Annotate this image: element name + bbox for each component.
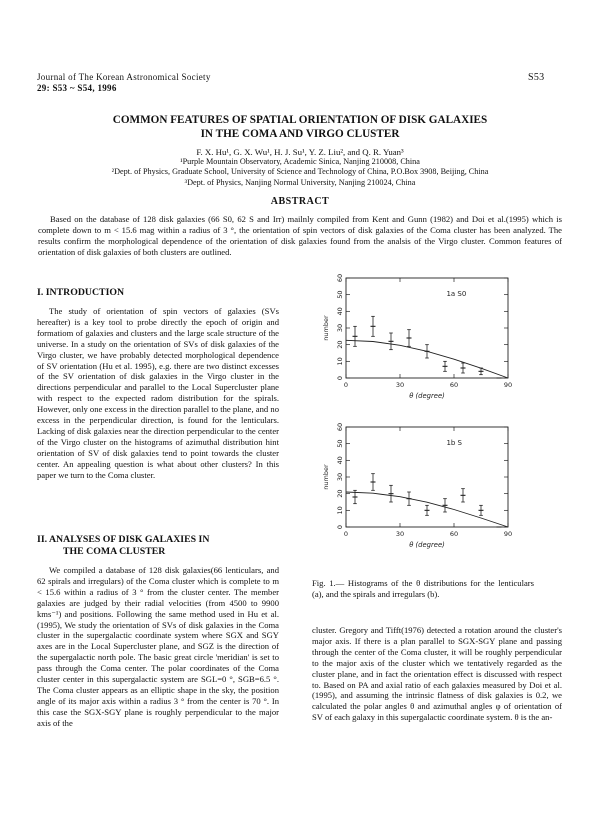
x-tick-label: 30 xyxy=(395,381,405,389)
x-tick-label: 0 xyxy=(343,381,349,389)
y-tick-label: 60 xyxy=(336,273,344,283)
y-tick-label: 30 xyxy=(336,323,344,333)
plot-frame xyxy=(346,278,508,378)
x-axis-label: θ (degree) xyxy=(409,541,445,549)
y-tick-label: 30 xyxy=(336,472,344,482)
y-tick-label: 40 xyxy=(336,307,344,316)
affiliation-2: ²Dept. of Physics, Graduate School, University of Science and Technology of China, P.O.Box 3908, Beijing, China xyxy=(111,167,489,177)
y-tick-label: 60 xyxy=(336,422,344,432)
figure-caption: Fig. 1.— Histograms of the θ distributions for the lenticulars (a), and the spirals and irregulars (b). xyxy=(312,578,534,599)
paper-title xyxy=(40,113,560,141)
y-axis-label: number xyxy=(322,464,330,490)
affiliation-3: ³Dept. of Physics, Nanjing Normal University, Nanjing 210024, China xyxy=(184,177,416,187)
y-tick-label: 10 xyxy=(336,506,344,515)
y-tick-label: 10 xyxy=(336,357,344,366)
abstract-text: Based on the database of 128 disk galaxies (66 S0, 62 S and Irr) mailnly compiled from Kent and Gunn (1982) and Doi et al.(1995) which is complete down to m < 15.6 mag within a radius of 3 °, the orientation of spin vectors of disk galaxies of the Coma cluster has been analyzed. The results confirm the morphological dependence of the orientation of disk galaxies found from the analsis of the Virgo cluster. Common features of orientation of disk galaxies of both clusters are outlined. xyxy=(38,214,562,257)
panel-label: 1b S xyxy=(446,439,463,447)
panel-1b xyxy=(322,423,512,549)
title-line-2: IN THE COMA AND VIRGO CLUSTER xyxy=(200,128,400,140)
y-tick-label: 40 xyxy=(336,456,344,465)
title-line-1: COMMON FEATURES OF SPATIAL ORIENTATION OF DISK GALAXIES xyxy=(112,114,488,126)
x-tick-label: 30 xyxy=(395,530,405,538)
x-tick-label: 60 xyxy=(449,530,459,538)
panel-1a xyxy=(322,274,512,400)
page-number: S53 xyxy=(528,72,545,83)
volume-pages: 29: S53 ~ S54, 1996 xyxy=(37,83,117,93)
affiliation-1: ¹Purple Mountain Observatory, Academic Sinica, Nanjing 210008, China xyxy=(180,157,420,167)
y-tick-label: 50 xyxy=(336,290,344,299)
y-tick-label: 0 xyxy=(336,524,344,530)
section-2-heading-line-2: THE COMA CLUSTER xyxy=(63,546,166,557)
section-2-text: We compiled a database of 128 disk galaxies(66 lenticulars, and 62 spirals and irregulars) of the Coma cluster which is complete to m < 15.6 within a radius of 3 ° from the cluster center. The member galaxies are judged by their radial velocities (from 4500 to 9900 kms⁻¹) and positions. Following the same method used in Hu et al.(1995), We study the orientation of SVs of disk galaxies in the Coma cluster in the supergalactic coordinate system where SGX and SGY axes are in the Local Supercluster plane, and SGZ is the direction of the supergalactic north pole. The basic great circle 'meridian' is set to pass through the Coma center. The polar coordinates of the Coma cluster center in this supergalactic system are SGL=0 °, SGB=6.5 °. The Coma cluster appears as an elliptic shape in the sky, the position angle of its major axis within a radius 3 ° from the center is 70 °. In this case the SGX-SGY plane is roughly perpendicular to the major axis of the xyxy=(37,565,279,728)
x-tick-label: 60 xyxy=(449,381,459,389)
x-tick-label: 90 xyxy=(503,381,513,389)
section-2-heading xyxy=(37,534,281,558)
section-1-heading: I. INTRODUCTION xyxy=(37,287,125,298)
figure-1 xyxy=(298,270,528,575)
author-block xyxy=(40,147,560,188)
panel-label: 1a S0 xyxy=(446,290,467,298)
journal-name: Journal of The Korean Astronomical Society xyxy=(37,72,211,82)
y-tick-label: 50 xyxy=(336,439,344,448)
abstract-heading: ABSTRACT xyxy=(270,196,330,207)
y-tick-label: 0 xyxy=(336,375,344,381)
x-tick-label: 0 xyxy=(343,530,349,538)
section-2-heading-line-1: II. ANALYSES OF DISK GALAXIES IN xyxy=(37,534,210,545)
section-1-text: The study of orientation of spin vectors of galaxies (SVs hereafter) is a key tool to probe directly the epoch of origin and formatiom of galaxies and clusters and the large scale structure of the universe. In a study on the orientation of SVs of disk galaxies of the Virgo cluster, we have probably detected morphological dependence of SV orientation (Hu et al. 1995), e.g. there are two distinct excesses of the SV orientation of disk galaxies in the Virgo cluster in the directions perpendicular and parallel to the Local Supercluster plane with respect to the expected radom distribution for the spirals. However, only one excess in the direction parallel to the plane, and no excess in the perpendicular direction, is found for the lenticulars. Lacking of disk galaxies near the direction perpendicular to the center of the Virgo cluster on the histograms of azimuthal distribution hint orientation of SV of disk galaxies tend to point towards the cluster center. An appealing question is what about other clusters? In this paper we turn to the Coma cluster. xyxy=(37,306,279,480)
y-axis-label: number xyxy=(322,315,330,341)
y-tick-label: 20 xyxy=(336,489,344,498)
right-column-text: cluster. Gregory and Tifft(1976) detected a rotation around the cluster's major axis. If there is a plan parallel to SGX-SGY plane and passing through the center of the Coma cluster, it will be roughly perpendicular to the major axis of the cluster which we tentatively regarded as the cluster plane, and in fact the orientation effect is discussed with respect to. Based on PA and axial ratio of each galaxies measured by Doi et al.(1995), and assuming the intrinsic flatness of disk galaxies is 0.2, we calculated the polar angles θ and azimuthal angles φ of orientation of SV of each galaxy in this supergalactic coordinate system. θ is the an- xyxy=(312,625,562,723)
x-tick-label: 90 xyxy=(503,530,513,538)
author-list: F. X. Hu¹, G. X. Wu¹, H. J. Su¹, Y. Z. Liu², and Q. R. Yuan³ xyxy=(196,147,404,157)
x-axis-label: θ (degree) xyxy=(409,392,445,400)
y-tick-label: 20 xyxy=(336,340,344,349)
